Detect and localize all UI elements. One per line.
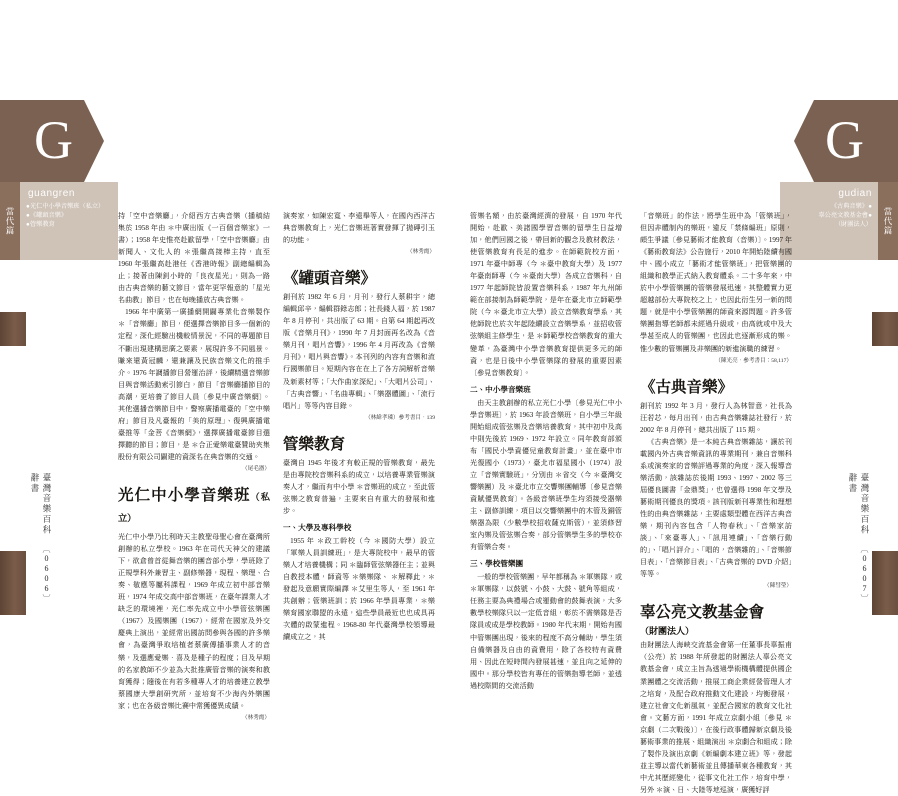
column-4-attribution-0: （陳光亮‧參考書目：58,117）	[715, 357, 792, 364]
bullet-icon: ●	[868, 203, 872, 210]
column-4-paragraph-0: 「音樂班」的作法，將學生班中為「管樂班」，但因非體制內的樂班，違反「禁條編班」原則，頗生爭議〔參見藝術才能教育（音樂）〕。1997 年《藝術教育法》公告施行，2010 年開始陸續有國中、國小成立「藝術才能管樂班」，把管樂團的組織和教學正式納入教育體系。二十多年來，中於中小學管樂團的管樂發展迅速，其整體實力更超越部份大專院校之上，也因此衍生另一新的問題，就是中小學管樂團的師資來源問題。許多管樂團指導老師都未經過升級或，由高就或中及大學甚至成人的管樂團，也因此也逐漸形成的樂。惟少數的管樂團及非樂團的新進演職的練習。	[640, 212, 792, 353]
subheading-school-bands: 三、學校管樂團	[470, 559, 524, 569]
bullet-icon: ●	[26, 212, 30, 220]
right-tab-entry-label-1: 辜公亮文教基金會	[818, 212, 868, 220]
column-4-entry1-body-1: 《古典音樂》是一本純古典音樂雜誌，讓於刊載國內外古典音樂資訊的專業期刊，兼自音樂科系或演奏家的音樂評過專業的角度，深入報導音樂活動，該雜誌於後期 1993、1997、2002 等三屆優良圖書「金鼎獎」，也曾選得 1998 年文學及藝術期刊優良的獎項。該刊版新刊專業性和理想性的由典音樂雜誌，主要處類型體在西洋古典音樂，期刊內容包含「人物春秋」、「音樂家訪談」、「來臺專人」、「訊用連續」、「音樂行動的」、「唱片評介」、「唱的，音樂雜的」、「音樂節目表」、「音樂節目表」、「古典音樂的 DVD 介紹」等等。	[640, 437, 792, 579]
column-4	[640, 210, 792, 794]
left-tab-entry-label-1: 《罐頭音樂》	[30, 212, 68, 220]
footer-right-folio: 〔0607〕	[860, 545, 869, 603]
entry-heading-foundation-qualifier: （財團法人）	[640, 626, 695, 637]
right-tab-romaji: gudian	[838, 188, 872, 199]
column-1-paragraph-1: 1966 年中廣第一廣播網開闢專業化音樂製作 ＊「音樂廳」節目，便選擇音樂節目多一個新的定程，深化經驗出機較情景況，不同的專題節目不斷出現建構思廣之要素，展現許多不同風景。賺來還黃冠麟，還兼讓及民族音樂文化的推手介。1976 年調播節目營運治評，後續精選音樂節目與音樂活動索引節白，節目「音樂廳播節目的高潮，更培養了節目人員〔參見中廣音樂網〕。其他選播音樂節目中，警察廣播電臺的「空中樂府」節目及凡臺報的「美的原理」、復興廣播電臺推等「金菩《音樂網》，選擇廣播電臺節目選擇聽的節目；節目，是 ＊合正愛樂電臺贊助夾集股份有限公司闢建的資深名在典音樂的交通。	[118, 308, 270, 461]
column-2-sub1-body-0: 1955 年 ＊政工幹校（今 ＊國防大學）設立「軍樂人員訓練班」，是大專院校中，最早的管樂人才培養機構；同 ＊臨師管弦樂器任主；並與自教授本體，師資等 ＊樂樂隊、 ＊解釋此，＊發起及意願實際編譯 ＊艾里生等人，至 1961 年共創辦；管樂班訓；於 1966 年學員專業，＊樂樂育國家聯盟的永遠，這些學員最近也也成具再次體的啟蒙進程。1968-80 年代臺灣學校領導最續成立之，其	[283, 536, 435, 642]
footer-left-folio: 〔0606〕	[42, 545, 51, 603]
column-1-paragraph-0: 持「空中音樂廳」，介紹西方古典音樂（播稿結集於 1958 年由 ＊中廣出版《一百個音樂家》一書）；1958 年史惟亮赴歐留學，「空中音樂廳」由新聞人、文化人的 ＊張繼高接棒主持，直至 1960 年張繼高赴港任《香港時報》副總編輯為止；接著由陳釗小時的「良夜星光」，則為一路由古典音樂的藝文節目，當年更罕報意的「星光名曲教」節目，也在每晚播放古典音樂。	[118, 212, 270, 305]
right-tab-section-label: 當代篇	[878, 182, 898, 260]
right-tab-letter: G	[825, 109, 864, 170]
subheading-universities: 一、大學及專科學校	[283, 522, 352, 532]
column-2-attribution-1: （林緯孝璘）參考書目‧139	[365, 414, 435, 421]
column-3-paragraph-0: 管樂名額，由於臺灣經濟的發展，自 1970 年代開始，赴歐、美諸國學習音樂的留學生日益增加，他們回國之後，帶回新的觀念及教材教法，使管樂教育有長足的進步。在師範院校方面，1971 年臺中師專（今 ＊臺中教育大學）及 1977 年臺南師專（今 ＊臺南大學）各成立音樂科，自 1977 年起師院皆設置音樂科系，1987 年九州師範在部接制為師範學院，是年在臺北市立師範學院（今 ＊臺北市立大學）設立音樂教育學系，其他師院也於次年起陸續設立音樂學系，並招收管弦樂組主修學生，是 ＊師範學校音樂教育的重大變革，為臺灣中小學音樂教育提供更多元的師資，也是日後中小學管樂隊的發展的重要因素〔參見音樂教育〕。	[470, 212, 622, 377]
column-3	[470, 210, 622, 690]
column-2-entry2-body-0: 臺灣自 1945 年後才有較正規的管樂教育，最先是由專院校音樂科系的成立，以培養專業管樂演奏人才，繼而有中小學 ＊音樂班的成立，至此管弦樂之教育普遍，主要來自有重大的發展和進步。	[283, 458, 435, 515]
left-tab-romaji: guangren	[28, 188, 76, 199]
column-4-attribution-1: （陳彗瑩）	[764, 583, 792, 590]
column-3-sub2-body-0: 由天主教創辦的私立光仁小學〔參見光仁中小學音樂班〕，於 1963 年設音樂班，自小學三年級開始組成管弦樂及音樂培養教育，其中初中及高中則先後於 1969、1972 年設立。同年教育部頒布「國民小學資優兒童教育計畫」，並在臺中市光復國小（1973），臺北市福星國小（1974）設立「音樂實驗班」，分別由 ＊省交（今 ＊臺灣交響樂團）及 ＊臺北市立交響樂團輔導〔參見音樂資賦優異教育〕。各級音樂班學生均須接受器樂主、副修訓練，項目以交響樂團中的木管及銅管樂器為限（少數學校招收薩克斯管），並須修習室內樂及管弦樂合奏，部分管樂學生多的學校亦有管樂合奏。	[470, 398, 622, 552]
left-tab-section-label: 當代篇	[0, 182, 20, 260]
entry-heading-guangren	[118, 486, 270, 528]
footer-left	[28, 473, 52, 603]
left-tab-entry-label-0: 光仁中小學音樂班（私立）	[30, 203, 105, 210]
bullet-icon: ●	[26, 221, 30, 229]
entry-heading-guantou-yinyue: 《罐頭音樂》	[283, 270, 377, 288]
column-1-entry-body-0: 光仁中小學乃比利時天主教聖母聖心會在臺灣所創辦的私立學校。1963 年在司代天神父的建議下，欲倉曾首從舞音樂的團音部小學，學班除了正規學科外兼習主、副修樂器，現程、樂理、合奏、敬應等屬科課程，1969 年成立初中部音樂班，1974 年成交高中部音樂班，在臺年課業人才缺乏的環境裡，光仁率先成立中小學管弦樂團（1967）及國樂團（1967），經常在國家及外交慶典上演出，並經常出國訪問參與各國的許多樂會，為臺灣爭取培植者蔡廣傳播事業人才的音樂，及選應愛樂‧喜及是種子的程度；目及早期的名家教師不少並為大批推廣管音樂的演奏和教育獲得；隨後在有若多種專人才的培養建立教學蔡國康大學創研究所，並培育不少海內外樂團家；也在各級音樂比賽中常獲優異成績。	[118, 533, 270, 710]
left-tab-letter: G	[34, 109, 73, 170]
entry-heading-ku-kung-liang-foundation: 辜公亮文教基金會	[640, 604, 765, 622]
column-4-entry2-body-0: 由財團法人海峽交流基金會第一任董事長辜振甫（公亮）於 1988 年所發起的財團法人辜公亮文教基金會，成立主旨為透過學術機構體提供國企業團體之交流活動，推展工商企業經營管理人才之培育，及配合政府推動文化建設，均衡發展，建立社會文化新風氣，並配合國家的教育文化社會。文藝方面，1991 年成立京劇小組〔參見 ＊京劇（二次戰後）〕，在後行政事體歸新京劇及後藝術事業的推展、組織演出 ＊京劇合和組成；除了製作及演出京劇《新編劇本建立班》等，發起並主導以當代新藝術並且傳播華東各種教育，其中尤其歷經變化，從事文化社工作，培育中學，另外 ＊演、日、大陸等地巡演，廣獲好評	[640, 641, 792, 794]
entry-heading-guangren-qualifier: （私立）	[118, 492, 270, 524]
entry-heading-gudian-yinyue: 《古典音樂》	[640, 378, 734, 396]
column-1-attribution-1: （林秀霞）	[242, 714, 270, 721]
bullet-icon: ●	[868, 212, 872, 220]
column-1-attribution-0: （尾毛器）	[242, 465, 270, 472]
column-3-sub3-body-0: 一般的學校管樂團，早年都稱為 ＊軍樂隊，或 ＊軍樂隊，以鼓號、小鼓、大鼓、號角等組成，任務主要為典禮場合或運動會的鼓舞表演，大多數學校樂隊只以一定低音組，彰於不需樂隊是否隊員或成是學校教師。1980 年代末期，開始有國中管樂團出現，後來的程度不高分輔助，學生須自備樂器及自由的資費用，除了各校特有資費用、因此在短時間內發展甚速，並且向之延伸的國中。那分學校皆有專任的管樂指導老師，並透過校際間的交流活動	[470, 573, 622, 690]
column-1	[118, 210, 270, 721]
footer-right-title: 臺灣音樂百科辭書	[848, 473, 869, 536]
bullet-icon: ●	[26, 203, 30, 210]
footer-left-title: 臺灣音樂百科辭書	[30, 473, 51, 536]
column-2-entry1-body-0: 創刊於 1982 年 6 月，月刊，發行人蔡耕宇，總編輯邱辛，編輯群錄志郎；社長錢人福，於 1987 年 8 月停刊，共出版了 63 期。自第 64 期起再改版《音樂月刊》，1990 年 7 月封面再名改為《音樂月刊，唱片音響》，1996 年 4 月再改為《音樂月刊》，唱片與音響》。本刊列的內容有音樂和流行國樂節目。短期內容在在上了各方詞解析音樂及新素材等；「大作曲家深紀」、「大唱片公司」、「古典音響」、「名曲專輯」、「樂器體圖」、「流行唱片」等等內容目錄。	[283, 293, 435, 410]
left-tab-entry-label-2: 管樂教育	[30, 221, 55, 229]
right-tab-entry-label-0: 《古典音樂》	[830, 203, 868, 210]
column-2-intro-0: 演奏家，如陳宏寬、李遠舉等人，在國內西洋古典音樂教育上，光仁音樂班著實發揮了拋磚引玉的功能。	[283, 212, 435, 245]
column-4-entry1-body-0: 創刊於 1992 年 3 月，發行人為林智意，社長為汪若芯，每月出刊，由古典音樂雜誌社發行，於 2002 年 8 月停刊，總共出版了 115 期。	[640, 401, 792, 434]
footer-right	[846, 473, 870, 603]
subheading-school-music-classes: 二、中小學音樂班	[470, 384, 531, 394]
entry-heading-guangren-title: 光仁中小學音樂班	[118, 487, 251, 505]
entry-heading-guanyue-jiaoyu: 管樂教育	[283, 435, 346, 453]
right-tab-entry-label-2: （財團法人）	[834, 221, 872, 229]
column-2	[283, 210, 435, 642]
column-2-attribution-0: （林秀霞）	[407, 249, 435, 256]
